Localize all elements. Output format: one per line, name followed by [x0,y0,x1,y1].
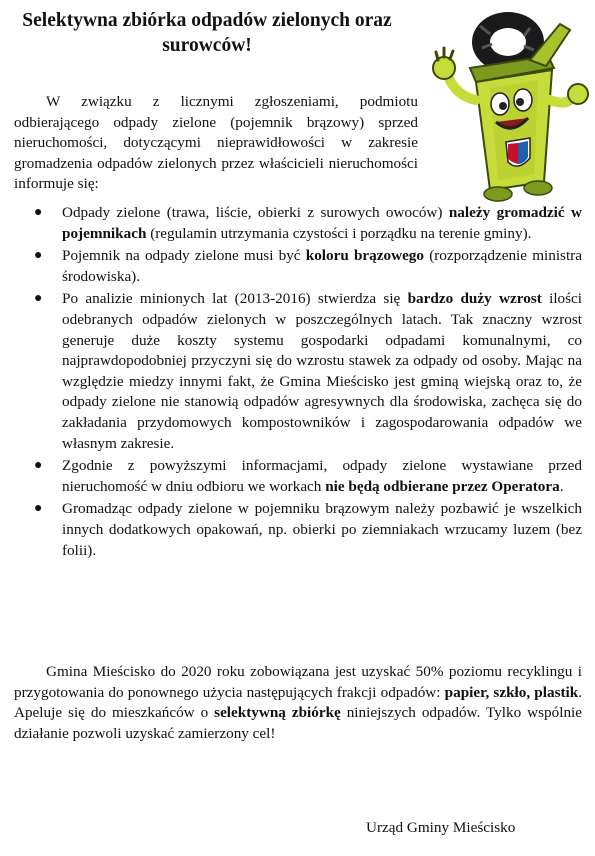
bold-text: bardzo duży wzrost [407,290,542,308]
bullet-dot-icon: ● [34,501,43,517]
hand-icon [568,84,588,104]
text-run: Pojemnik na odpady zielone musi być [62,247,306,265]
text-run: . [559,477,564,495]
bullet-item [14,289,582,454]
text-run: Gmina Mieścisko do 2020 roku zobowiązana jest uzyskać 50% poziomu recyklingu i przygotowania do ponownego użycia następujących frakcji odpadów: [14,663,582,701]
bold-text: nie będą odbierane przez Operatora [325,477,560,495]
recycling-bin-mascot-icon [420,4,590,204]
text-run: (regulamin utrzymania czystości i porządku na terenie gminy). [146,224,532,242]
bullet-dot-icon: ● [34,248,43,264]
bullet-dot-icon: ● [34,458,43,474]
text-run: Po analizie minionych lat (2013-2016) stwierdza się [62,290,408,308]
text-run: niniejszych odpadów. Tylko wspólnie działanie pozwoli uzyskać zamierzony cel! [14,704,583,742]
bullet-dot-icon: ● [34,205,43,220]
bold-text: koloru brązowego [305,247,424,265]
bullet-item [14,456,582,497]
closing-paragraph [14,662,582,744]
bullet-item [14,203,582,244]
page-title: Selektywna zbiórka odpadów zielonych oraz surowców! [22,10,392,56]
text-run: Odpady zielone (trawa, liście, obierki z surowych owoców) [62,204,449,221]
text-run: (rozporządzenie ministra środowiska). [62,247,582,285]
bold-text: należy gromadzić w pojemnikach [62,204,582,242]
bullet-item [14,246,582,287]
text-run: Zgodnie z powyższymi informacjami, odpady zielone wystawiane przed nieruchomość w dniu odbioru we workach [62,457,582,495]
text-run: . Apeluje się do mieszkańców o [14,683,582,722]
text-run: Gromadząc odpady zielone w pojemniku brązowym należy pozbawić je wszelkich innych dodatkowych opakowań, np. obierki po ziemniakach wrzucamy luzem (bez folii). [62,500,582,559]
bullet-dot-icon: ● [34,291,43,307]
signature: Urząd Gminy Mieścisko [366,819,516,836]
bullet-item [14,499,582,561]
bold-text: selektywną zbiórkę [214,704,341,722]
crest-icon [506,138,530,166]
bold-text: papier, szkło, plastik [444,683,579,701]
text-run: ilości odebranych odpadów zielonych w poszczególnych latach. Tak znaczny wzrost generuje duże koszty systemu gospodarki odpadami komunalnymi, co najprawdopodobniej przyczyni się do wzrostu stawek za odpady od osoby. Mając na względzie miedzy innymi fakt, że Gmina Mieścisko jest gminą wiejską oraz to, że odpady zielone nie stanowią odpadów agresywnych dla środowiska, zachęca się do zakładania przydomowych kompostowników i zagospodarowania odpadów we własnym zakresie. [62,290,583,452]
hand-icon [433,57,455,79]
intro-paragraph: W związku z licznymi zgłoszeniami, podmiotu odbierającego odpady zielone (pojemnik brązowy) sprzed nieruchomości, dotyczącymi nieprawidłowości w zakresie gromadzenia odpadów zielonych przez właścicieli nieruchomości informuje się: [14,93,418,192]
bullet-list [14,203,582,563]
